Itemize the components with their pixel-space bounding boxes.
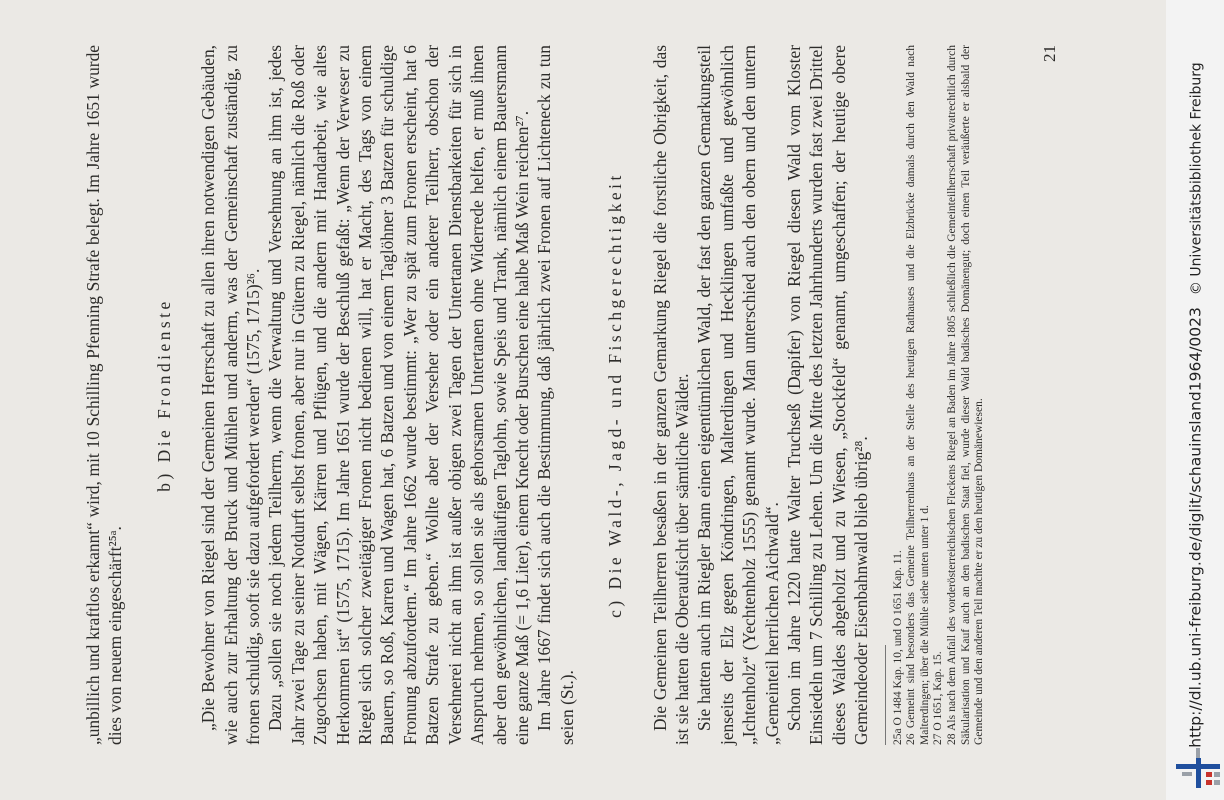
intro-paragraph: „unbillich und kraftlos erkannt“ wird, mit 10 Schilling Pfenning Strafe belegt. Im Jahre 1651 wurde dies von neuem eingeschärft²⁵ᵃ. — [83, 45, 126, 745]
logo-gray-bar-top — [1196, 748, 1200, 758]
footnote-25a: 25a O 1484 Kap. 10, und O 1651 Kap. 11. — [891, 550, 904, 745]
logo-blue-bar-vertical — [1196, 758, 1201, 788]
logo-red-bar-1 — [1206, 772, 1212, 777]
footnote-27: 27 O 1651, Kap. 15. — [932, 651, 945, 745]
ub-freiburg-logo-icon[interactable] — [1176, 748, 1220, 792]
page-number: 21 — [1039, 45, 1059, 62]
section-b-paragraph-2: Dazu „sollen sie noch jedem Teilherrn, wenn die Verwaltung und Versehnung an ihm ist, jedes Jahr zwei Tage zu seiner Notdurft selbst fronen, aber nur in Gütern zu Riegel, nämlich die Roß oder Zugochsen haben, mit Wägen, Kärren und Pflügen, und die andern mit Handarbeit, wie altes Herkommen ist“ (1575, 1715). Im Jahre 1651 wurde der Beschluß gefaßt: „Wenn der Verweser zu Riegel sich solcher zweitägiger Fronen nicht bedienen will, hat er Macht, des Tags von einem Bauern, so Roß, Karren und Wagen hat, 6 Batzen und von einem Taglöhner 3 Batzen für schuldige Fronung abzufordern.“ Im Jahre 1662 wurde bestimmt: „Wer zu spät zum Fronen erscheint, hat 6 Batzen Strafe zu geben.“ Wollte aber der Verseher oder ein anderer Teilherr, obschon der Versehnerei nicht an ihm ist außer obigen zwei Tagen der Untertanen Dienstbarkeiten für sich in Anspruch nehmen, so sollen sie als gehorsamen Untertanen ohne Widerrede helfen, er muß ihnen aber den gewöhnlichen, landläufigen Taglohn, sowie Speis und Trank, nämlich einem Bauersmann eine ganze Maß (= 1,6 Liter), einem Knecht oder Burschen eine halbe Maß Wein reichen²⁷. — [265, 45, 532, 745]
section-c-paragraph-3: Schon im Jahre 1220 hatte Walter Truchseß (Dapifer) von Riegel diesen Wald vom Kloster Einsiedeln um 7 Schilling zu Lehen. Um die Mitte des letzten Jahrhunderts wurden fast zwei Drittel dieses Waldes abgeholzt und zu Wiesen, „Stockfeld“ genannt, umgeschaffen; der heutige obere Gemeindeoder Eisenbahnwald blieb übrig²⁸. — [783, 45, 872, 745]
library-sidebar — [1166, 0, 1224, 800]
logo-gray-bar-1 — [1214, 772, 1220, 777]
copyright-notice: © Universitätsbibliothek Freiburg — [1188, 62, 1205, 296]
logo-gray-bar-2 — [1214, 780, 1220, 785]
section-b-heading: b) Die Frondienste — [153, 298, 174, 492]
source-url-link[interactable]: http://dl.ub.uni-freiburg.de/diglit/schauinsland1964/0023 — [1186, 307, 1205, 748]
footnotes — [892, 45, 987, 745]
sidebar-text — [1186, 62, 1205, 748]
section-c-paragraph-1: Die Gemeinen Teilherren besaßen in der ganzen Gemarkung Riegel die forstliche Obrigkeit, das ist sie hatten die Oberaufsicht über sämtliche Wälder. — [649, 45, 692, 745]
logo-red-bar-2 — [1206, 780, 1212, 785]
logo-gray-bar-left — [1182, 772, 1192, 776]
section-b-paragraph-3: Im Jahre 1667 findet sich auch die Bestimmung, daß jährlich zwei Fronen auf Lichteneck zu tun seien (St.). — [534, 45, 577, 745]
footnote-26: 26 Gemeint sind besonders das Gemeine Teilherrenhaus an der Stelle des heutigen Rathauses und die Elzbrücke damals durch den Wald nach Malterdingen; über die Mühle siehe unten unter 1 d. — [905, 45, 931, 745]
section-c-heading: c) Die Wald-, Jagd- und Fischgerechtigkeit — [605, 172, 626, 618]
rotated-text-block — [82, 45, 1061, 745]
section-c-paragraph-2: Sie hatten auch im Riegler Bann einen eigentümlichen Wald, der fast den ganzen Gemarkungsteil jenseits der Elz gegen Köndringen, Malterdingen und Hecklingen umfaßte und gewöhnlich „Ichtenholz“ (Yechtenholz 1555) genannt wurde. Man unterschied auch den obern und den untern „Gemeinteil herrlichen Aichwald“. — [694, 45, 782, 745]
footnote-28: 28 Als nach dem Anfall des vorderösterreichischen Fleckens Riegel an Baden im Jahre 1805 schließlich die Gemeinteilherrschaft privatrechtlich durch Säkularisation und Kauf auch an den badischen Staat fiel, wurde dieser Wald badisches Domänengut; doch einen Teil veräußerte er alsbald der Gemeinde und den anderen Teil machte er zu den heutigen Domänewiesen. — [945, 45, 986, 745]
section-b-paragraph-1: „Die Bewohner von Riegel sind der Gemeinen Herrschaft zu allen ihren notwendigen Gebäuden, wie auch zur Erhaltung der Bruck und Mühlen und anderm, was der Gemeinschaft zuständig, zu fronen schuldig, sooft sie dazu aufgefordert werden“ (1575, 1715)²⁶. — [198, 45, 264, 745]
footnote-divider — [885, 645, 886, 745]
